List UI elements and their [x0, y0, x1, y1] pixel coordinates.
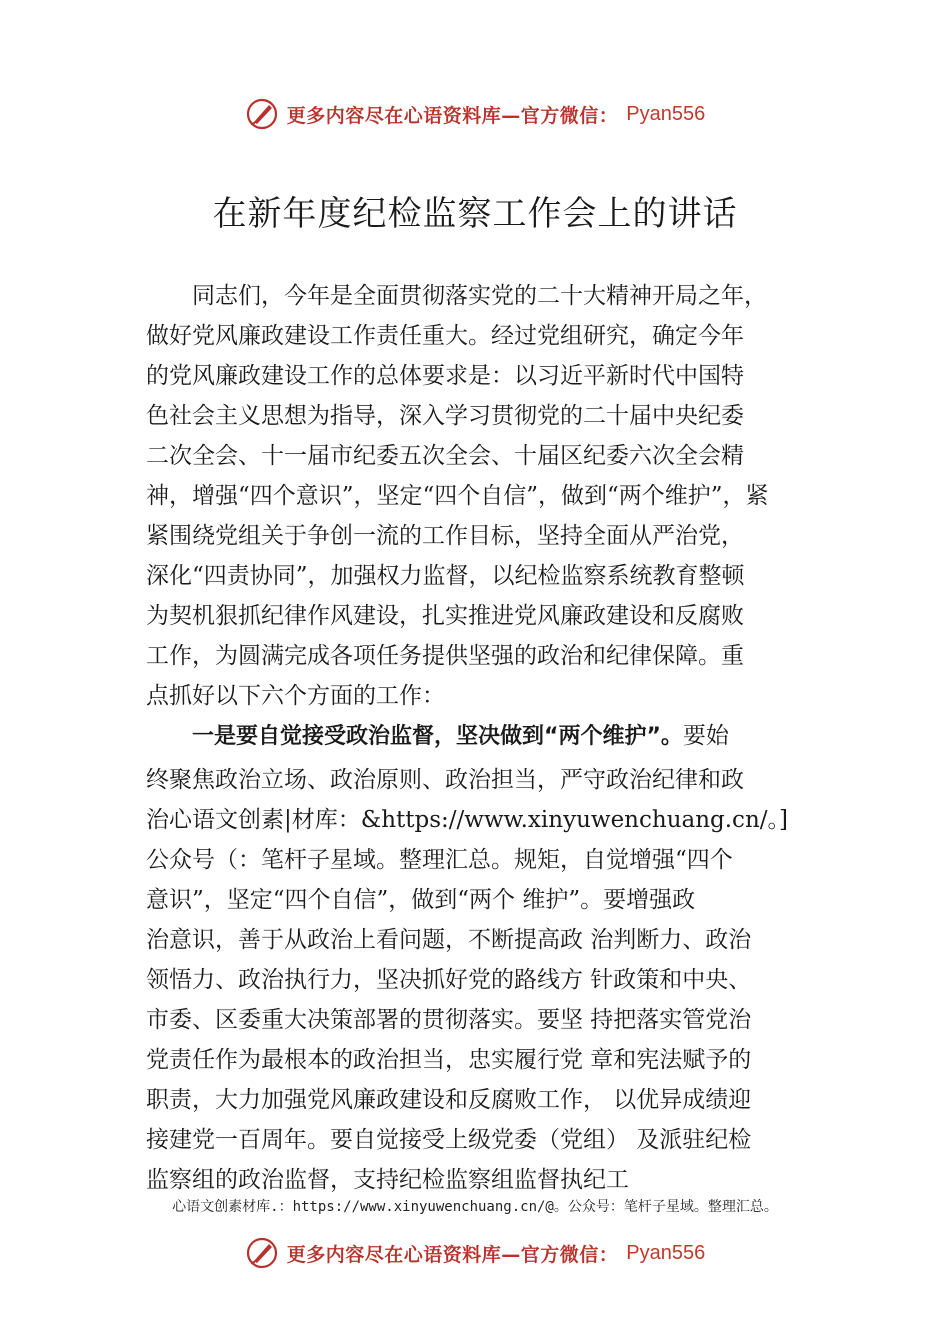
paragraph-line: 党责任作为最根本的政治担当，忠实履行党 章和宪法赋予的 [146, 1047, 752, 1073]
section-text: 要始 [682, 723, 729, 749]
paragraph-line: 同志们，今年是全面贯彻落实党的二十大精神开局之年， [192, 283, 767, 309]
paragraph-line: 接建党一百周年。要自觉接受上级党委（党组） 及派驻纪检 [146, 1127, 752, 1153]
banner-wechat-id: Pyan556 [626, 102, 706, 125]
banner-text: 更多内容尽在心语资料库—官方微信： [286, 104, 619, 127]
paragraph-line: 的党风廉政建设工作的总体要求是：以习近平新时代中国特 [146, 363, 744, 389]
paragraph-line: 工作，为圆满完成各项任务提供坚强的政治和纪律保障。重 [146, 643, 744, 669]
paragraph-line: 点抓好以下六个方面的工作： [146, 683, 445, 709]
footer-banner [0, 1233, 950, 1273]
section-line [192, 717, 729, 755]
paragraph-line: 领悟力、政治执行力，坚决抓好党的路线方 针政策和中央、 [146, 967, 752, 993]
section-heading: 一是要自觉接受政治监督，坚决做到“两个维护”。 [192, 724, 683, 749]
paragraph-line: 监察组的政治监督，支持纪检监察组监督执纪工 [146, 1167, 629, 1193]
banner-wechat-id: Pyan556 [626, 1241, 706, 1264]
brush-logo-icon [245, 97, 279, 131]
paragraph-line: 终聚焦政治立场、政治原则、政治担当，严守政治纪律和政 [146, 767, 744, 793]
paragraph-line: 治意识，善于从政治上看问题，不断提高政 治判断力、政治 [146, 927, 752, 953]
header-banner [0, 94, 950, 134]
paragraph-line: 神，增强“四个意识”，坚定“四个自信”，做到“两个维护”，紧 [146, 483, 769, 509]
document-title: 在新年度纪检监察工作会上的讲话 [212, 194, 738, 234]
paragraph-line: 意识”，坚定“四个自信”，做到“两个 维护”。要增强政 [146, 887, 696, 913]
paragraph-line: 二次全会、十一届市纪委五次全会、十届区纪委六次全会精 [146, 443, 744, 469]
paragraph-line: 色社会主义思想为指导，深入学习贯彻党的二十届中央纪委 [146, 403, 744, 429]
paragraph-line: 深化“四责协同”，加强权力监督，以纪检监察系统教育整顿 [146, 563, 745, 589]
paragraph-line: 做好党风廉政建设工作责任重大。经过党组研究，确定今年 [146, 323, 744, 349]
banner-text: 更多内容尽在心语资料库—官方微信： [286, 1243, 619, 1266]
paragraph-line: 公众号（：笔杆子星域。整理汇总。规矩，自觉增强“四个 [146, 847, 733, 873]
page-footer: 心语文创素材库.：https://www.xinyuwenchuang.cn/@。公众号：笔杆子星域。整理汇总。 [172, 1199, 778, 1215]
paragraph-line: 市委、区委重大决策部署的贯彻落实。要坚 持把落实管党治 [146, 1007, 752, 1033]
paragraph-line: 为契机狠抓纪律作风建设，扎实推进党风廉政建设和反腐败 [146, 603, 744, 629]
paragraph-line: 治心语文创素|材库：&https://www.xinyuwenchuang.cn/。] [146, 807, 788, 833]
paragraph-line: 紧围绕党组关于争创一流的工作目标，坚持全面从严治党， [146, 523, 744, 549]
brush-logo-icon [245, 1236, 279, 1270]
paragraph-line: 职责，大力加强党风廉政建设和反腐败工作， 以优异成绩迎 [146, 1087, 752, 1113]
